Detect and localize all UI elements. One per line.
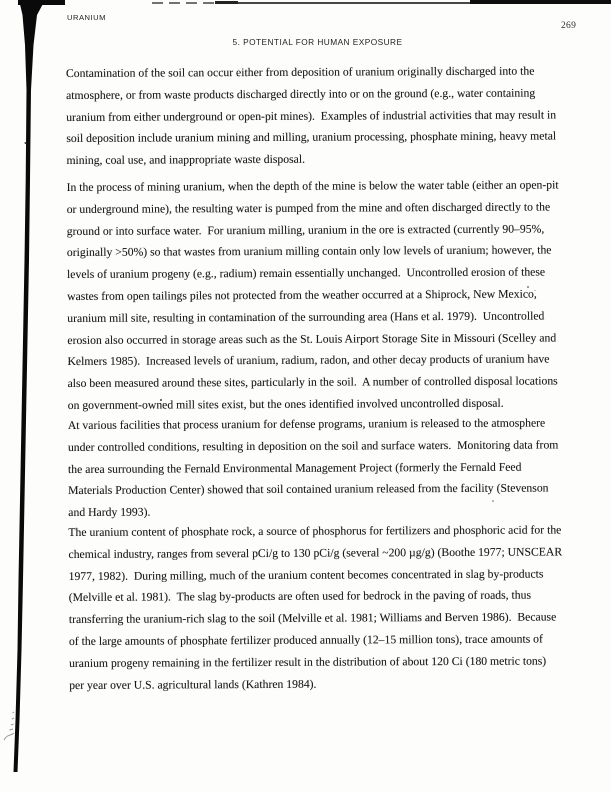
page-number: 269 xyxy=(561,21,577,31)
text-line: Kelmers 1985). Increased levels of uranium, radium, radon, and other decay products of uranium have xyxy=(67,352,550,369)
text-line: 1977, 1982). During milling, much of the uranium content becomes concentrated in slag by-products xyxy=(68,567,544,583)
text-line: Materials Production Center) showed that soil contained uranium released from the facility (Stevenson xyxy=(68,481,549,498)
text-line: wastes from open tailings piles not protected from the weather occurred at a Shiprock, New Mexico, xyxy=(67,287,537,303)
scan-top-edge-line xyxy=(18,0,65,5)
text-line: uranium mill site, resulting in contamination of the surrounding area (Hans et al. 1979). Uncontrolled xyxy=(67,309,545,325)
body-text xyxy=(66,0,570,792)
text-line: Contamination of the soil can occur either from deposition of uranium originally discharged into the xyxy=(65,64,535,80)
text-line: the area surrounding the Fernald Environmental Management Project (formerly the Fernald Feed xyxy=(68,460,522,476)
text-line: erosion also occurred in storage areas such as the St. Louis Airport Storage Site in Missouri (Scelley and xyxy=(67,331,557,347)
text-line: ground or into surface water. For uranium milling, uranium in the ore is extracted (currently 90–95%, xyxy=(66,222,545,238)
text-line: per year over U.S. agricultural lands (Kathren 1984). xyxy=(69,677,317,692)
text-line: In the process of mining uranium, when the depth of the mine is below the water table (either an open-pit xyxy=(66,178,559,194)
text-line: mining, coal use, and inappropriate waste disposal. xyxy=(66,152,306,168)
text-line: originally >50%) so that wastes from uranium milling contain only low levels of uranium; however, the xyxy=(66,243,552,260)
paragraph-mining-milling xyxy=(67,174,560,416)
text-line: soil deposition include uranium mining and milling, uranium processing, phosphate mining, heavy metal xyxy=(66,129,557,146)
text-line: uranium progeny remaining in the fertilizer result in the distribution of about 120 Ci (180 metric tons) xyxy=(69,654,547,670)
text-line: levels of uranium progeny (e.g., radium) remain essentially unchanged. Uncontrolled erosion of these xyxy=(66,265,546,282)
text-line: on government-owned mill sites exist, but the ones identified involved uncontrolled disposal. xyxy=(67,396,504,412)
paragraph-soil-contamination xyxy=(66,60,556,172)
text-line: transferring the uranium-rich slag to the soil (Melville et al. 1981; Williams and Berven 1986). Because xyxy=(68,610,557,627)
text-line: chemical industry, ranges from several pCi/g to 130 pCi/g (several ~200 µg/g) (Boothe 1977; UNSCEAR xyxy=(68,545,563,561)
text-line: uranium from either underground or open-pit mines). Examples of industrial activities that may result in xyxy=(66,108,557,124)
text-line: At various facilities that process uranium for defense programs, uranium is released to the atmosphere xyxy=(67,416,546,432)
running-header: URANIUM xyxy=(67,13,106,22)
text-line: of the large amounts of phosphate fertilizer produced annually (12–15 million tons), trace amounts of xyxy=(68,632,543,648)
text-line: atmosphere, or from waste products discharged directly into or on the ground (e.g., water containing xyxy=(66,86,536,102)
section-title: 5. POTENTIAL FOR HUMAN EXPOSURE xyxy=(232,37,403,47)
text-line: under controlled conditions, resulting in deposition on the soil and surface waters. Monitoring data from xyxy=(67,438,559,454)
text-line: or underground mine), the resulting water is pumped from the mine and often discharged directly to the xyxy=(66,200,551,216)
text-line: also been measured around these sites, particularly in the soil. A number of controlled disposal locations xyxy=(67,374,558,391)
text-line: The uranium content of phosphate rock, a source of phosphorus for fertilizers and phosphoric acid for the xyxy=(68,523,562,539)
paragraph-defense-facilities xyxy=(68,412,559,524)
pencil-scribble-artifact xyxy=(4,712,14,740)
text-line: (Melville et al. 1981). The slag by-products are often used for bedrock in the paving of roads, thus xyxy=(68,588,532,605)
paragraph-phosphate-rock xyxy=(68,519,563,696)
text-line: and Hardy 1993). xyxy=(68,505,151,520)
